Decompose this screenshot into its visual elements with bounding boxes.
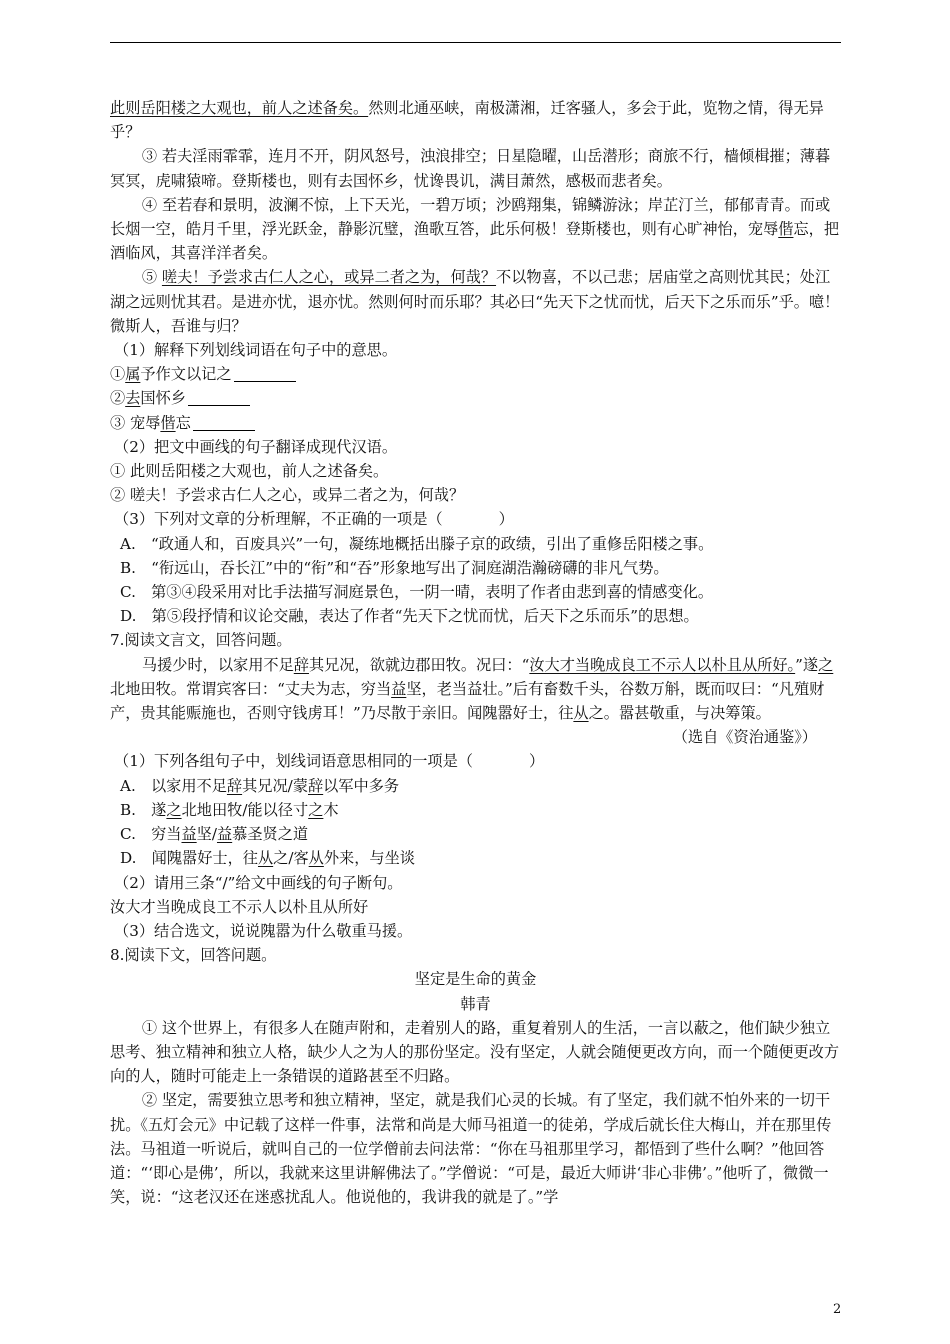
q6-q3-option-d: D. 第⑤段抒情和议论交融，表达了作者“先天下之忧而忧，后天下之乐而乐”的思想。: [120, 607, 699, 626]
q6-passage-paragraph-3: ③ 若夫淫雨霏霏，连月不开，阴风怒号，浊浪排空；日星隐曜，山岳潜形；商旅不行，樯倾楫摧；薄暮冥冥，虎啸猿啼。登斯楼也，则有去国怀乡，忧谗畏讥，满目萧然，感极而悲者矣。: [110, 147, 831, 190]
q6-question-3: （3）下列对文章的分析理解，不正确的一项是（ ）: [114, 510, 514, 529]
q7-q1-option-c: C. 穷当益坚/益慕圣贤之道: [120, 825, 309, 844]
underlined-sentence: 此则岳阳楼之大观也，前人之述备矣。: [110, 99, 369, 117]
underlined-word: 偕: [778, 220, 794, 239]
q6-q3-option-c: C. 第③④段采用对比手法描写洞庭景色，一阴一晴，表明了作者由悲到喜的情感变化。: [120, 583, 714, 602]
q6-q1-item-3: ③ 宠辱偕忘: [110, 411, 841, 435]
answer-blank[interactable]: [234, 366, 296, 382]
document-page: [110, 96, 841, 1209]
q7-q2-sentence: 汝大才当晚成良工不示人以朴且从所好: [110, 897, 369, 916]
header-rule: [110, 42, 841, 43]
q7-q1-option-b: B. 遂之北地田牧/能以径寸之木: [120, 800, 339, 819]
q6-q2-item-1: ① 此则岳阳楼之大观也，前人之述备矣。: [110, 462, 389, 481]
underlined-sentence: 汝大才当晚成良工不示人以朴且从所好。: [529, 655, 796, 674]
answer-blank[interactable]: [193, 414, 255, 430]
q6-question-1: （1）解释下列划线词语在句子中的意思。: [114, 341, 398, 360]
q6-question-2: （2）把文中画线的句子翻译成现代汉语。: [114, 437, 398, 456]
essay-title: 坚定是生命的黄金: [414, 970, 537, 989]
answer-blank[interactable]: [188, 390, 250, 406]
q7-title: 7.阅读文言文，回答问题。: [110, 631, 292, 650]
q7-question-2: （2）请用三条“/”给文中画线的句子断句。: [114, 873, 403, 892]
q6-q3-option-a: A. “政通人和，百废具兴”一句，凝练地概括出滕子京的政绩，引出了重修岳阳楼之事。: [120, 534, 714, 553]
q7-question-1: （1）下列各组句子中，划线词语意思相同的一项是（ ）: [114, 752, 545, 771]
essay-paragraph-1: ① 这个世界上，有很多人在随声附和，走着别人的路，重复着别人的生活，一言以蔽之，他们缺少独立思考、独立精神和独立人格，缺少人之为人的那份坚定。没有坚定，人就会随便更改方向，而一个随便更改方向的人，随时可能走上一条错误的道路甚至不归路。: [110, 1018, 839, 1086]
page-number: 2: [833, 1302, 842, 1317]
q7-q1-option-a: A. 以家用不足辞其兄况/蒙辞以军中多务: [120, 776, 400, 795]
q6-q1-item-2: ②去国怀乡: [110, 386, 841, 410]
q6-passage-paragraph-2-tail: 此则岳阳楼之大观也，前人之述备矣。然则北通巫峡，南极潇湘，迁客骚人，多会于此，览物之情，得无异乎？: [110, 99, 824, 142]
q7-q1-option-d: D. 闻隗嚣好士，往从之/客从外来，与坐谈: [120, 849, 415, 868]
q7-passage: 马援少时，以家用不足辞其兄况，欲就边郡田牧。况曰：“汝大才当晚成良工不示人以朴且从所好。”遂之北地田牧。常谓宾客曰：“丈夫为志，穷当益坚，老当益壮。”后有畜数千头，谷数万斛，既而叹曰：“凡殖财产，贵其能赈施也，否则守钱虏耳！”乃尽散于亲旧。闻隗嚣好士，往从之。嚣甚敬重，与决筹策。: [110, 655, 834, 723]
q6-passage-paragraph-5: ⑤ 嗟夫！予尝求古仁人之心，或异二者之为，何哉？不以物喜，不以己悲；居庙堂之高则忧其民；处江湖之远则忧其君。是进亦忧，退亦忧。然则何时而乐耶？其必曰“先天下之忧而忧，后天下之乐而乐”乎。噫！微斯人，吾谁与归？: [110, 268, 840, 335]
essay-author: 韩青: [460, 994, 491, 1013]
q6-q3-option-b: B. “衔远山，吞长江”中的“衔”和“吞”形象地写出了洞庭湖浩瀚磅礴的非凡气势。: [120, 558, 669, 577]
q7-question-3: （3）结合选文，说说隗嚣为什么敬重马援。: [114, 921, 413, 940]
q7-source: （选自《资治通鉴》）: [672, 728, 817, 747]
essay-paragraph-2: ② 坚定，需要独立思考和独立精神，坚定，就是我们心灵的长城。有了坚定，我们就不怕外来的一切干扰。《五灯会元》中记载了这样一件事，法常和尚是大师马祖道一的徒弟，学成后就长住大梅山，并在那里传法。马祖道一听说后，就叫自己的一位学僧前去问法常：“你在马祖那里学习，都悟到了些什么啊？”他回答道：“‘即心是佛’，所以，我就来这里讲解佛法了。”学僧说：“可是，最近大师讲‘非心非佛’。”他听了，微微一笑，说：“这老汉还在迷惑扰乱人。他说他的，我讲我的就是了。”学: [110, 1091, 832, 1207]
q8-title: 8.阅读下文，回答问题。: [110, 946, 277, 965]
q6-q1-item-1: ①属予作文以记之: [110, 362, 841, 386]
underlined-sentence: 嗟夫！予尝求古仁人之心，或异二者之为，何哉？: [161, 268, 497, 287]
q6-q2-item-2: ② 嗟夫！予尝求古仁人之心，或异二者之为，何哉？: [110, 486, 465, 505]
q6-passage-paragraph-4: ④ 至若春和景明，波澜不惊，上下天光，一碧万顷；沙鸥翔集，锦鳞游泳；岸芷汀兰，郁郁青青。而或长烟一空，皓月千里，浮光跃金，静影沉璧，渔歌互答，此乐何极！登斯楼也，则有心旷神怡，宠辱偕忘，把酒临风，其喜洋洋者矣。: [110, 195, 839, 263]
